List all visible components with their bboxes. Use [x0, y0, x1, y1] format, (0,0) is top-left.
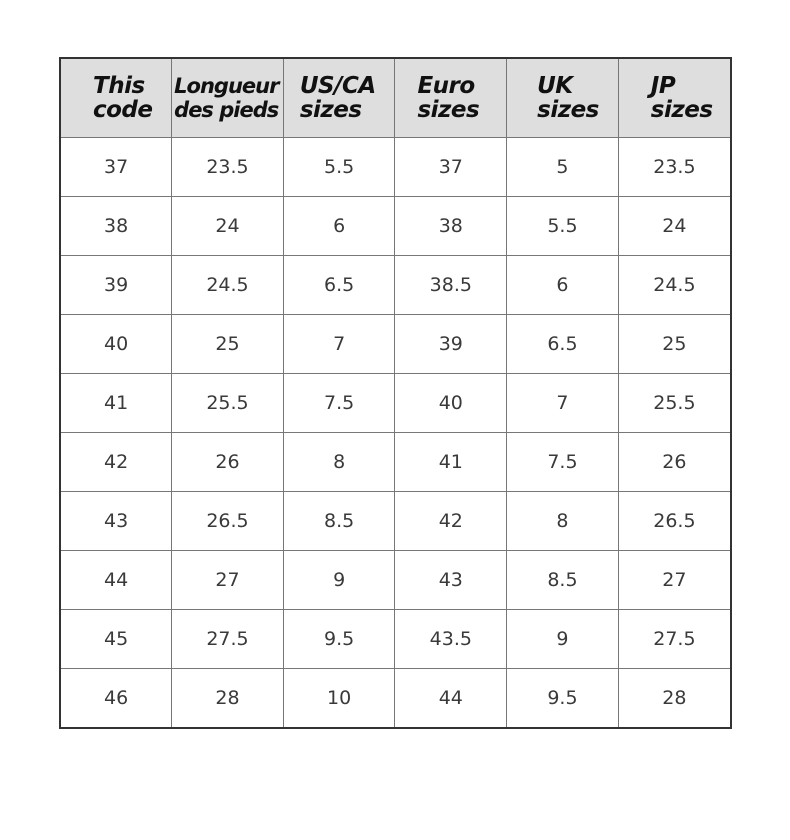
table-cell: 25.5	[172, 374, 284, 433]
table-cell: 9.5	[283, 610, 395, 669]
table-cell: 23.5	[172, 138, 284, 197]
table-row	[60, 492, 731, 551]
table-cell: 5.5	[507, 197, 619, 256]
table-cell: 40	[395, 374, 507, 433]
header-line: Euro	[417, 73, 475, 99]
table-header	[60, 58, 731, 138]
table-cell: 8.5	[283, 492, 395, 551]
table-cell: 5.5	[283, 138, 395, 197]
table-cell: 43.5	[395, 610, 507, 669]
table-cell: 7.5	[507, 433, 619, 492]
table-cell: 24	[172, 197, 284, 256]
table-cell: 23.5	[618, 138, 731, 197]
table-cell: 39	[395, 315, 507, 374]
table-cell: 44	[60, 551, 172, 610]
table-row	[60, 610, 731, 669]
header-line: This	[93, 73, 145, 99]
header-line: code	[93, 97, 153, 123]
table-cell: 39	[60, 256, 172, 315]
header-foot-length	[172, 58, 284, 138]
table-cell: 25	[618, 315, 731, 374]
table-cell: 6	[507, 256, 619, 315]
header-line: sizes	[537, 97, 599, 123]
table-cell: 44	[395, 669, 507, 729]
table-cell: 9.5	[507, 669, 619, 729]
table-body	[60, 138, 731, 729]
table-cell: 25.5	[618, 374, 731, 433]
table-row	[60, 138, 731, 197]
table-cell: 26	[618, 433, 731, 492]
table-cell: 38	[60, 197, 172, 256]
table-cell: 8	[507, 492, 619, 551]
header-this-code	[60, 58, 172, 138]
table-cell: 26.5	[618, 492, 731, 551]
table-cell: 27.5	[618, 610, 731, 669]
table-cell: 41	[60, 374, 172, 433]
table-cell: 9	[507, 610, 619, 669]
table-cell: 37	[60, 138, 172, 197]
table-cell: 28	[172, 669, 284, 729]
header-line: UK	[537, 73, 573, 99]
table-cell: 41	[395, 433, 507, 492]
table-cell: 40	[60, 315, 172, 374]
header-line: JP	[650, 73, 676, 99]
header-uk-sizes	[507, 58, 619, 138]
table-row	[60, 374, 731, 433]
table-row	[60, 551, 731, 610]
header-line: US/CA	[299, 73, 376, 99]
table-cell: 10	[283, 669, 395, 729]
table-cell: 24.5	[172, 256, 284, 315]
table-cell: 25	[172, 315, 284, 374]
table-cell: 27.5	[172, 610, 284, 669]
table-cell: 7	[283, 315, 395, 374]
header-line: des pieds	[174, 98, 279, 122]
table-cell: 42	[395, 492, 507, 551]
table-row	[60, 315, 731, 374]
table-cell: 38.5	[395, 256, 507, 315]
table-cell: 28	[618, 669, 731, 729]
table-row	[60, 433, 731, 492]
table-cell: 43	[60, 492, 172, 551]
table-cell: 7	[507, 374, 619, 433]
table-cell: 42	[60, 433, 172, 492]
header-row	[60, 58, 731, 138]
header-line: sizes	[650, 97, 713, 123]
size-chart-table	[59, 57, 732, 729]
table-cell: 6.5	[283, 256, 395, 315]
table-cell: 9	[283, 551, 395, 610]
table-row	[60, 197, 731, 256]
table-cell: 38	[395, 197, 507, 256]
header-line: sizes	[299, 97, 362, 123]
table-cell: 6.5	[507, 315, 619, 374]
table-cell: 46	[60, 669, 172, 729]
table-cell: 8	[283, 433, 395, 492]
table-cell: 45	[60, 610, 172, 669]
table-cell: 26.5	[172, 492, 284, 551]
table-cell: 37	[395, 138, 507, 197]
header-line: Longueur	[174, 74, 279, 98]
table-cell: 43	[395, 551, 507, 610]
table-cell: 8.5	[507, 551, 619, 610]
table-cell: 27	[172, 551, 284, 610]
table-cell: 7.5	[283, 374, 395, 433]
header-jp-sizes	[618, 58, 731, 138]
table-cell: 6	[283, 197, 395, 256]
table-cell: 24	[618, 197, 731, 256]
table-cell: 24.5	[618, 256, 731, 315]
header-line: sizes	[417, 97, 480, 123]
table-cell: 27	[618, 551, 731, 610]
table-cell: 5	[507, 138, 619, 197]
table-cell: 26	[172, 433, 284, 492]
header-us-ca-sizes	[283, 58, 395, 138]
table-row	[60, 256, 731, 315]
table-row	[60, 669, 731, 729]
header-euro-sizes	[395, 58, 507, 138]
